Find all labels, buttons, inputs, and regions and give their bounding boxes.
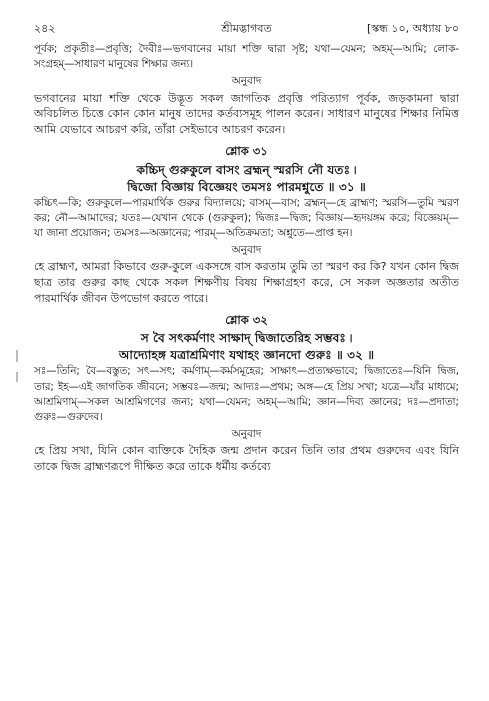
verse-line: দ্বিজো বিজ্ঞায় বিজ্ঞেয়ং তমসঃ পারমশ্নুতে ॥ ৩১ ॥ [127,179,366,194]
chapter-reference: [স্কন্ধ ১০, অধ্যায় ৮০ [366,22,459,35]
page-body [34,42,459,475]
translation-heading: অনুবাদ [231,75,262,88]
scan-mark [16,372,18,382]
verse-line: কচ্চিদ্ গুরুকুলে বাসং ব্রহ্মন্ স্মরসি নৌ যতঃ ৷ [136,162,357,177]
synonyms-paragraph: সঃ—তিনি; বৈ—বস্তুত; সৎ—সৎ; কর্মণাম্‌—কর্মসমূহের; সাক্ষাৎ—প্রত্যক্ষভাবে; দ্বিজাতেঃ—যিনি দ্বিজ, তার; ইহ—এই জাগতিক জীবনে; সম্ভবঃ—জন্ম; আদ্যঃ—প্রথম; অঙ্গ—হে প্রিয় সখা; যত্রে—যাঁর মাধ্যমে; আশ্রমিণাম্‌—সকল আশ্রমিগণের জন্য; যথা—যেমন; অহম্‌—আমি; জ্ঞান—দিব্য জ্ঞানের; দঃ—প্রদাতা; গুরুঃ—গুরুদেব। [34,365,459,423]
verse-number: শ্লোক ৩২ [225,313,268,328]
translation-heading: অনুবাদ [231,244,262,257]
book-title: শ্রীমদ্ভাগবত [221,22,272,35]
scan-mark [16,350,18,362]
verse-line: স বৈ সৎকর্মণাং সাক্ষাদ্ দ্বিজাতেরিহ সম্ভবঃ ৷ [140,331,353,346]
translation-paragraph: ভগবানের মায়া শক্তি থেকে উদ্ভূত সকল জাগতিক প্রবৃত্তি পরিত্যাগ পূর্বক, জড়কামনা দ্বারা অবিচলিত চিত্তে কোন কোন মানুষ তাদের কর্তব্যসমূহ পালন করেন। সাধারণ মানুষের শিক্ষার নিমিত্ত আমি যেভাবে আচরণ করি, তাঁরা সেইভাবে আচরণ করেন। [34,91,459,136]
translation-paragraph: হে প্রিয় সখা, যিনি কোন ব্যক্তিকে দৈহিক জন্ম প্রদান করেন তিনি তার প্রথম গুরুদেব এবং যিনি তাকে দ্বিজ ব্রাহ্মণরূপে দীক্ষিত করে তাকে ধর্মীয় কর্তব্যে [34,444,459,473]
synonyms-paragraph: পূর্বক; প্রকৃতীঃ—প্রবৃত্তি; দৈবীঃ—ভগবানের মায়া শক্তি দ্বারা সৃষ্ট; যথা—যেমন; অহম্‌—আমি; লোক-সংগ্রহম্‌—সাধারণ মানুষের শিক্ষার জন্য। [34,43,459,71]
verse-line: আদ্যোহঙ্গ যত্রাশ্রমিণাং যথাহং জ্ঞানদো গুরুঃ ॥ ৩২ ॥ [118,348,375,363]
page-number: ২৪২ [34,22,56,35]
page-header [34,20,459,38]
verse-number: শ্লোক ৩১ [225,144,268,159]
translation-heading: অনুবাদ [231,428,262,441]
synonyms-paragraph: কচ্চিৎ—কি; গুরুকুলে—পারমার্থিক গুরুর বিদ্যালয়ে; বাসম্‌—বাস; ব্রহ্মন্‌—হে ব্রাহ্মণ; স্মরসি—তুমি স্মরণ কর; নৌ—আমাদের; যতঃ—যেখান থেকে (গুরুকুল); দ্বিজঃ—দ্বিজ; বিজ্ঞায়—হৃদয়ঙ্গম করে; বিজ্ঞেয়ম্‌—যা জানা প্রয়োজন; তমসঃ—অজ্ঞানের; পারম্‌—অতিক্রমতা; অশ্নুতে—প্রাপ্ত হন। [34,196,459,239]
translation-paragraph: হে ব্রাহ্মণ, আমরা কিভাবে গুরু-কুলে একসঙ্গে বাস করতাম তুমি তা স্মরণ কর কি? যখন কোন দ্বিজ ছাত্র তার গুরুর কাছ থেকে সকল শিক্ষণীয় বিষয় শিক্ষাগ্রহণ করে, সে সকল অজ্ঞতার অতীত পারমার্থিক জীবন উপভোগ করতে পারে। [34,260,459,305]
